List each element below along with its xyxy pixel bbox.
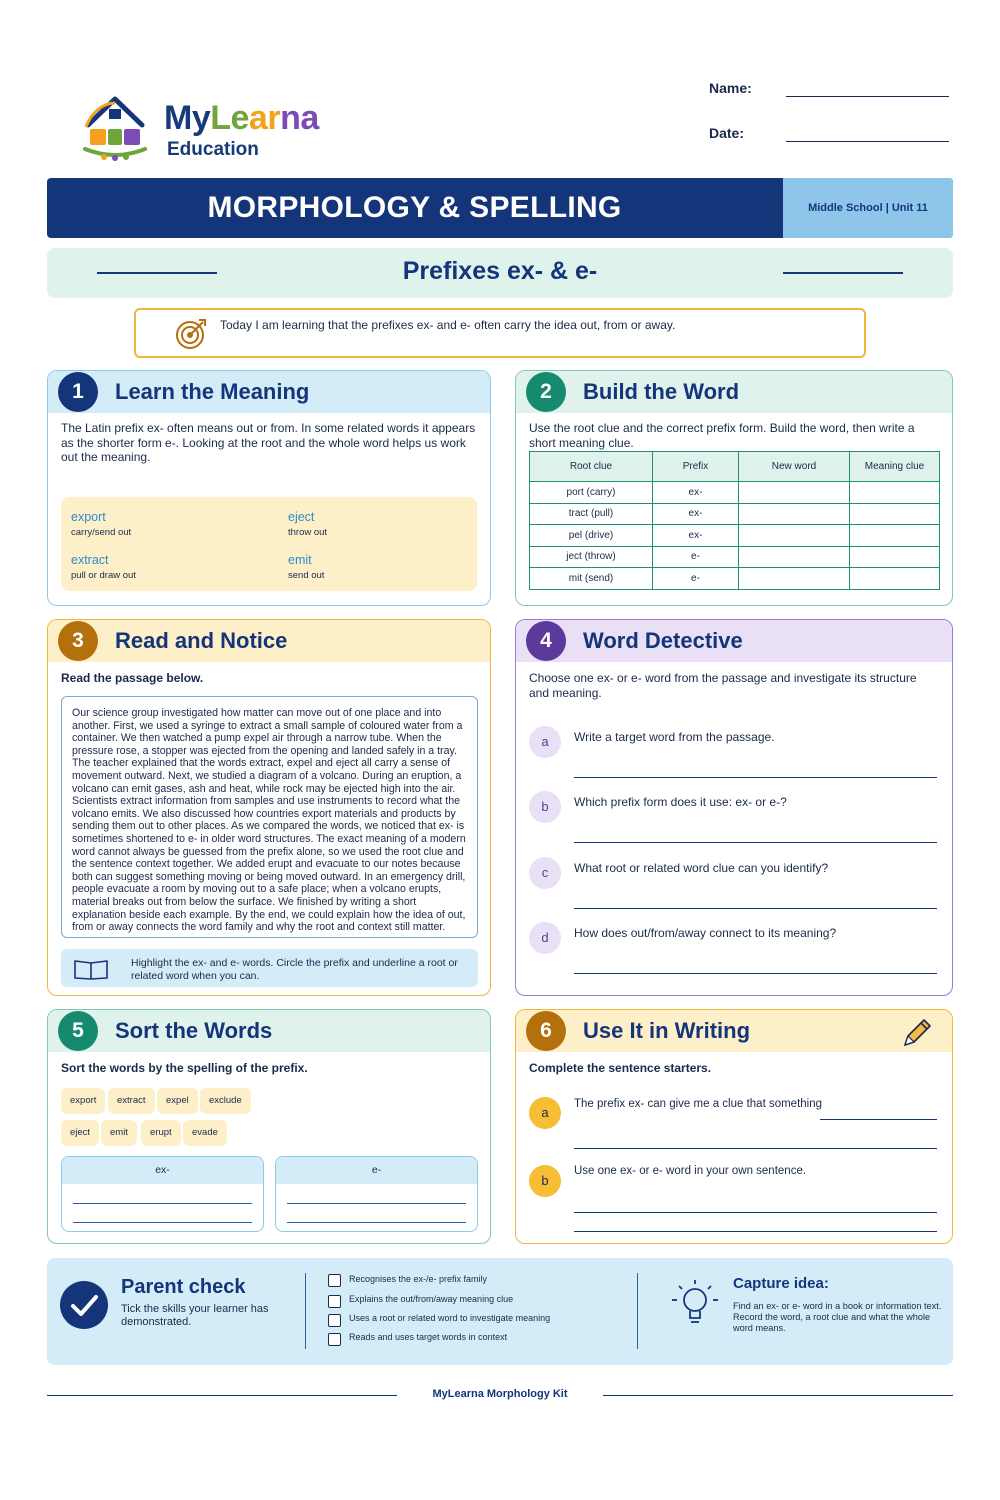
answer-line[interactable] — [574, 777, 937, 778]
root-clue-cell: port (carry) — [530, 482, 653, 504]
sentence-starter: The prefix ex- can give me a clue that something — [574, 1098, 823, 1110]
table-row — [530, 525, 940, 547]
answer-line[interactable] — [574, 1148, 937, 1149]
key-word-term: extract — [71, 553, 109, 567]
new-word-cell[interactable] — [739, 546, 850, 568]
card-instruction: Choose one ex- or e- word from the passage and investigate its structure and meaning. — [529, 671, 917, 700]
card-instruction: Complete the sentence starters. — [529, 1061, 712, 1075]
prefix-cell: e- — [653, 546, 739, 568]
card-use-in-writing — [515, 1009, 953, 1244]
answer-line[interactable] — [287, 1203, 466, 1204]
question-letter-badge: a — [529, 726, 561, 758]
key-word-term: eject — [288, 510, 315, 524]
column-header: Root clue — [530, 452, 653, 482]
prefix-cell: ex- — [653, 482, 739, 504]
key-word-meaning: carry/send out — [71, 527, 132, 538]
step-number-badge: 2 — [526, 372, 566, 412]
meaning-clue-cell[interactable] — [850, 546, 940, 568]
logo-house-icon — [82, 91, 148, 161]
date-label: Date: — [709, 125, 745, 141]
root-clue-cell: pel (drive) — [530, 525, 653, 547]
new-word-cell[interactable] — [739, 503, 850, 525]
meaning-clue-cell[interactable] — [850, 482, 940, 504]
starter-letter-badge: b — [529, 1165, 561, 1197]
skill-checkbox[interactable] — [328, 1333, 341, 1346]
topic-title: Prefixes ex- & e- — [402, 257, 598, 285]
divider — [305, 1273, 306, 1349]
topic-bar — [47, 248, 953, 298]
key-word — [288, 510, 488, 538]
key-word-meaning: throw out — [288, 527, 328, 538]
answer-line[interactable] — [73, 1203, 252, 1204]
new-word-cell[interactable] — [739, 568, 850, 590]
card-header — [48, 371, 490, 413]
card-title: Word Detective — [583, 628, 743, 653]
card-header — [516, 620, 952, 662]
answer-line[interactable] — [73, 1222, 252, 1223]
word-chip[interactable]: expel — [157, 1088, 198, 1114]
card-title: Read and Notice — [115, 628, 288, 653]
step-number-badge: 4 — [526, 621, 566, 661]
checkmark-icon — [60, 1281, 108, 1329]
answer-line[interactable] — [574, 1212, 937, 1213]
skill-checkbox[interactable] — [328, 1295, 341, 1308]
key-word — [71, 510, 271, 538]
table-row — [530, 482, 940, 504]
card-header — [516, 1010, 952, 1052]
build-word-table — [529, 451, 940, 590]
starter-letter-badge: a — [529, 1097, 561, 1129]
question-letter-badge: c — [529, 857, 561, 889]
brand-logo — [70, 85, 338, 163]
card-title: Use It in Writing — [583, 1018, 751, 1043]
word-chip[interactable]: extract — [108, 1088, 155, 1114]
skill-label: Explains the out/from/away meaning clue — [349, 1294, 514, 1304]
answer-line[interactable] — [287, 1222, 466, 1223]
key-word-term: export — [71, 510, 106, 524]
answer-line[interactable] — [574, 973, 937, 974]
tip-text: Highlight the ex- and e- words. Circle the prefix and underline a root or related word when you can. — [131, 957, 458, 982]
target-icon — [174, 317, 208, 351]
answer-line[interactable] — [574, 908, 937, 909]
level-badge: Middle School | Unit 11 — [783, 178, 953, 238]
book-icon — [73, 958, 109, 980]
divider — [637, 1273, 638, 1349]
answer-line[interactable] — [574, 1231, 937, 1232]
skill-label: Reads and uses target words in context — [349, 1332, 508, 1342]
skill-checkbox[interactable] — [328, 1274, 341, 1287]
goal-text: Today I am learning that the prefixes ex- and e- often carry the idea out, from or away. — [220, 318, 676, 332]
capture-idea-text: Find an ex- or e- word in a book or information text. Record the word, a root clue and what the whole word means. — [733, 1301, 942, 1333]
question-text: Write a target word from the passage. — [574, 730, 775, 744]
highlight-tip — [61, 949, 478, 987]
skill-checkbox[interactable] — [328, 1314, 341, 1327]
step-number-badge: 1 — [58, 372, 98, 412]
question-text: Which prefix form does it use: ex- or e-? — [574, 795, 787, 809]
capture-idea-title: Capture idea: — [733, 1275, 829, 1292]
answer-line[interactable] — [820, 1119, 937, 1120]
meaning-clue-cell[interactable] — [850, 525, 940, 547]
card-sort-words — [47, 1009, 491, 1244]
column-header: New word — [739, 452, 850, 482]
card-build-word — [515, 370, 953, 606]
parent-check-title: Parent check — [121, 1276, 246, 1298]
table-row — [530, 503, 940, 525]
word-chip[interactable]: evade — [183, 1120, 227, 1146]
logo-subtitle: Education — [167, 139, 259, 160]
step-number-badge: 6 — [526, 1011, 566, 1051]
word-chip[interactable]: erupt — [141, 1120, 181, 1146]
footer-text: MyLearna Morphology Kit — [432, 1388, 568, 1400]
topic-rule-right — [783, 272, 903, 274]
sort-column-header: ex- — [62, 1157, 263, 1184]
skill-label: Uses a root or related word to investigate meaning — [349, 1313, 551, 1323]
footer-rule-right — [603, 1395, 953, 1396]
prefix-cell: ex- — [653, 503, 739, 525]
key-words-box — [61, 497, 477, 591]
parent-check-panel — [47, 1258, 953, 1365]
word-chip[interactable]: emit — [101, 1120, 137, 1146]
skill-label: Recognises the ex-/e- prefix family — [349, 1274, 488, 1284]
card-word-detective — [515, 619, 953, 996]
word-chip[interactable]: export — [61, 1088, 105, 1114]
card-intro-text: The Latin prefix ex- often means out or from. In some related words it appears as the shorter form e-. Looking at the root and the whole word helps us work out the meaning. — [61, 421, 476, 464]
question-text: What root or related word clue can you identify? — [574, 861, 829, 875]
card-read-notice — [47, 619, 491, 996]
prefix-cell: e- — [653, 568, 739, 590]
key-word-meaning: pull or draw out — [71, 570, 136, 581]
question-letter-badge: b — [529, 791, 561, 823]
card-header — [48, 620, 490, 662]
table-header-row — [530, 452, 940, 482]
name-label: Name: — [709, 80, 752, 96]
key-word — [71, 553, 271, 581]
root-clue-cell: tract (pull) — [530, 503, 653, 525]
parent-check-text: Tick the skills your learner has demonstrated. — [121, 1303, 269, 1328]
card-intro-text: Use the root clue and the correct prefix form. Build the word, then write a short meaning clue. — [529, 421, 915, 450]
card-title: Sort the Words — [115, 1018, 273, 1043]
column-header: Prefix — [653, 452, 739, 482]
root-clue-cell: ject (throw) — [530, 546, 653, 568]
name-field[interactable] — [786, 96, 949, 97]
reading-passage: Our science group investigated how matter can move out of one place and into another. First, we used a syringe to extract a small sample of coloured water from a container. We then watched a pump expel air through a narrow tube. When the pressure rose, a stopper was ejected from the opening and landed safely in a tray. The teacher explained that the words extract, expel and eject all carry a sense of movement outward. Next, we studied a diagram of a volcano. During an eruption, a volcano can emit gases, ash and heat, while rock may be ejected high into the air. Scientists extract information from samples and use instruments to record what the volcano emits. We also discussed how countries export materials and products by sending them out to other places. As we compared the words, we noticed that ex- is sometimes shortened to e- in older word structures. The exact meaning of a modern word cannot always be guessed from the prefix alone, so we used the root clue and the sentence context together. We added erupt and evacuate to our notes because both can suggest something moving or being moved outward. In an emergency drill, people evacuate a room by moving out to a safe place; when a volcano erupts, material breaks out from below the surface. We finished by writing a short explanation beside each example. By the end, we could explain how the idea of out, from or away connects the word family and why the root and context still matter. — [61, 696, 478, 938]
title-banner — [47, 178, 953, 238]
sort-column-e[interactable] — [275, 1156, 478, 1232]
worksheet-title: MORPHOLOGY & SPELLING — [207, 191, 622, 224]
meaning-clue-cell[interactable] — [850, 568, 940, 590]
card-instruction: Sort the words by the spelling of the prefix. — [61, 1061, 308, 1075]
logo-wordmark: MyLearna — [164, 99, 319, 137]
word-chip[interactable]: exclude — [200, 1088, 251, 1114]
date-field[interactable] — [786, 141, 949, 142]
learning-goal — [134, 308, 866, 358]
lightbulb-icon — [667, 1274, 723, 1330]
key-word — [288, 553, 488, 581]
question-letter-badge: d — [529, 922, 561, 954]
table-row — [530, 568, 940, 590]
step-number-badge: 5 — [58, 1011, 98, 1051]
card-header — [516, 371, 952, 413]
sentence-starter: Use one ex- or e- word in your own sentence. — [574, 1165, 807, 1177]
sort-column-header: e- — [276, 1157, 477, 1184]
sort-column-ex[interactable] — [61, 1156, 264, 1232]
root-clue-cell: mit (send) — [530, 568, 653, 590]
prefix-cell: ex- — [653, 525, 739, 547]
word-chip[interactable]: eject — [61, 1120, 99, 1146]
answer-line[interactable] — [574, 842, 937, 843]
card-header — [48, 1010, 490, 1052]
meaning-clue-cell[interactable] — [850, 503, 940, 525]
card-title: Build the Word — [583, 379, 740, 404]
new-word-cell[interactable] — [739, 525, 850, 547]
table-row — [530, 546, 940, 568]
key-word-term: emit — [288, 553, 312, 567]
card-title: Learn the Meaning — [115, 379, 310, 404]
pencil-icon — [900, 1016, 934, 1050]
card-instruction: Read the passage below. — [61, 671, 204, 685]
question-text: How does out/from/away connect to its meaning? — [574, 926, 837, 940]
column-header: Meaning clue — [850, 452, 940, 482]
new-word-cell[interactable] — [739, 482, 850, 504]
card-learn-meaning — [47, 370, 491, 606]
key-word-meaning: send out — [288, 570, 325, 581]
step-number-badge: 3 — [58, 621, 98, 661]
